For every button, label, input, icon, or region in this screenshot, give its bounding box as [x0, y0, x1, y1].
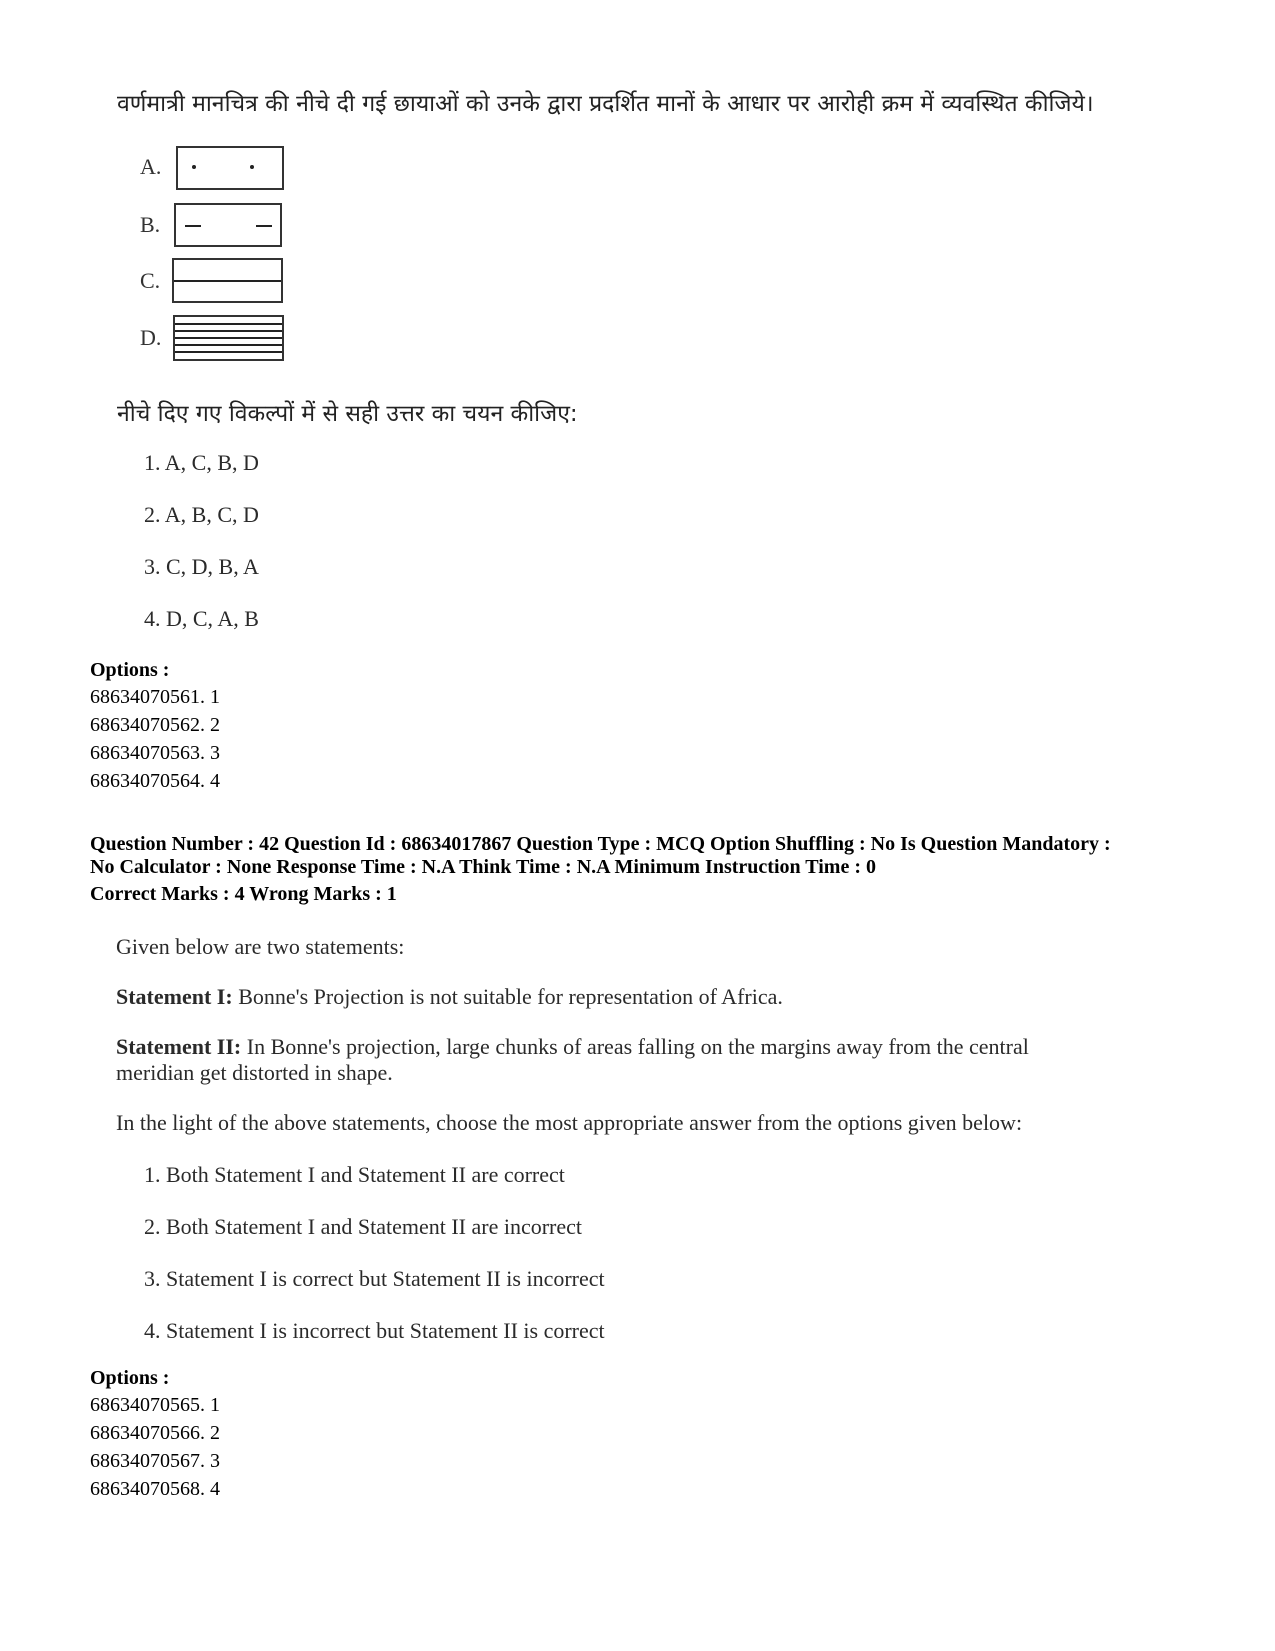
q41-question: वर्णमात्री मानचित्र की नीचे दी गई छायाओं को उनके द्वारा प्रदर्शित मानों के आधार पर आरोही क्रम में व्यवस्थित कीजिये।: [117, 91, 1094, 117]
shade-label-d: D.: [140, 325, 162, 350]
shade-dash: [256, 225, 272, 227]
shade-dot: [250, 165, 254, 169]
shade-line: [175, 344, 282, 346]
q42-meta-line-1: Question Number : 42 Question Id : 68634017867 Question Type : MCQ Option Shuffling : No Is Question Mandatory :: [90, 833, 1111, 855]
q42-statement-2: [116, 1034, 1029, 1060]
shade-c-single-line: [172, 258, 283, 303]
shade-line: [175, 351, 282, 353]
q41-options-heading: Options :: [90, 659, 170, 681]
shade-label-b: B.: [140, 212, 161, 237]
q41-option-4: 68634070564. 4: [90, 770, 220, 792]
statement-2-text: In Bonne's projection, large chunks of areas falling on the margins away from the central: [241, 1034, 1029, 1059]
q42-option-1: 68634070565. 1: [90, 1394, 220, 1416]
statement-1-text: Bonne's Projection is not suitable for representation of Africa.: [232, 984, 783, 1009]
shade-line: [175, 330, 282, 332]
shade-line: [174, 280, 281, 282]
statement-1-label: Statement I:: [116, 984, 233, 1009]
statement-2-label: Statement II:: [116, 1034, 242, 1059]
q42-choice-4: 4. Statement I is incorrect but Statement II is correct: [144, 1318, 605, 1343]
q42-choice-3: 3. Statement I is correct but Statement II is incorrect: [144, 1266, 605, 1291]
q42-option-4: 68634070568. 4: [90, 1478, 220, 1500]
q42-prompt: In the light of the above statements, choose the most appropriate answer from the options given below:: [116, 1110, 1023, 1135]
q42-intro: Given below are two statements:: [116, 934, 405, 959]
q41-instruction: नीचे दिए गए विकल्पों में से सही उत्तर का चयन कीजिए:: [117, 401, 578, 427]
q41-option-2: 68634070562. 2: [90, 714, 220, 736]
q41-choice-3: 3. C, D, B, A: [144, 554, 259, 579]
q41-option-3: 68634070563. 3: [90, 742, 220, 764]
shade-d-dense-lines: [173, 315, 284, 361]
q42-statement-2-continued: meridian get distorted in shape.: [116, 1060, 393, 1085]
shade-b-dashes: [174, 203, 282, 247]
q42-option-2: 68634070566. 2: [90, 1422, 220, 1444]
shade-line: [175, 323, 282, 325]
shade-label-a: A.: [140, 154, 162, 179]
q42-choice-1: 1. Both Statement I and Statement II are correct: [144, 1162, 565, 1187]
shade-dash: [185, 225, 201, 227]
q42-options-heading: Options :: [90, 1367, 170, 1389]
q42-meta-line-2: No Calculator : None Response Time : N.A Think Time : N.A Minimum Instruction Time : 0: [90, 856, 876, 878]
q42-option-3: 68634070567. 3: [90, 1450, 220, 1472]
shade-a-dots: [176, 146, 284, 190]
shade-dot: [192, 165, 196, 169]
shade-line: [175, 337, 282, 339]
q42-choice-2: 2. Both Statement I and Statement II are incorrect: [144, 1214, 583, 1239]
shade-label-c: C.: [140, 268, 161, 293]
q41-choice-1: 1. A, C, B, D: [144, 450, 259, 475]
q42-statement-1: [116, 984, 783, 1010]
q41-choice-2: 2. A, B, C, D: [144, 502, 259, 527]
q41-choice-4: 4. D, C, A, B: [144, 606, 259, 631]
q41-option-1: 68634070561. 1: [90, 686, 220, 708]
q42-meta-line-3: Correct Marks : 4 Wrong Marks : 1: [90, 883, 397, 905]
